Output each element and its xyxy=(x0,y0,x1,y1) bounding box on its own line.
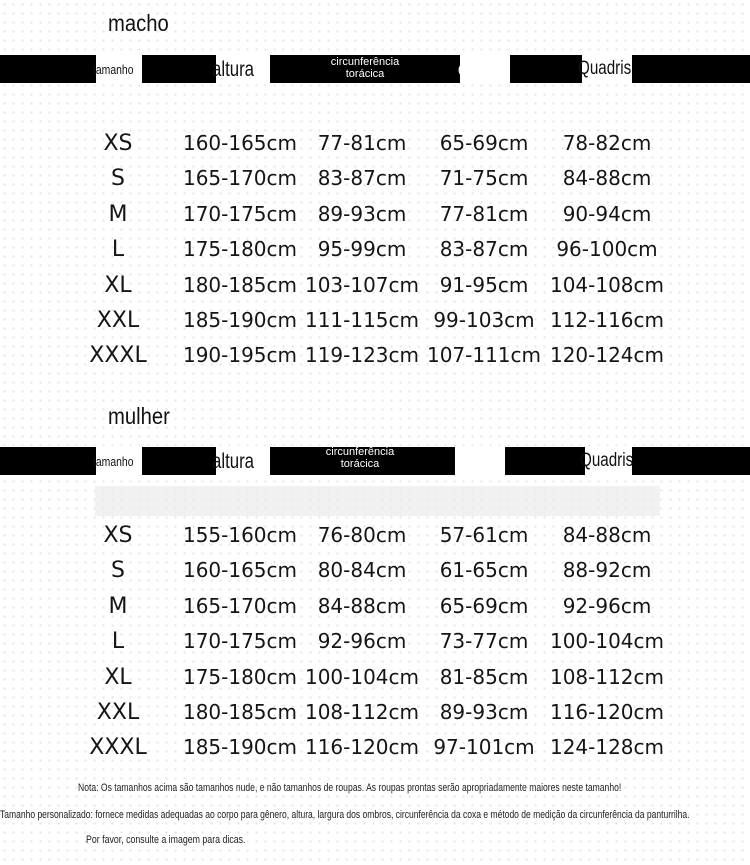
cell-waist: 65-69cm xyxy=(439,131,529,155)
cell-chest: 116-120cm xyxy=(304,735,420,760)
women-header-bar xyxy=(0,446,750,476)
header-height: altura xyxy=(212,450,255,473)
cell-height: 185-190cm xyxy=(182,308,298,332)
cell-chest: 111-115cm xyxy=(304,308,420,332)
table-row xyxy=(0,624,750,659)
table-row xyxy=(0,161,750,196)
cell-chest: 77-81cm xyxy=(317,131,407,155)
header-hips: Quadris xyxy=(580,450,634,471)
cell-hips: 92-96cm xyxy=(562,593,652,618)
table-row xyxy=(0,197,750,232)
table-row xyxy=(0,126,750,161)
cell-waist: 99-103cm xyxy=(433,308,535,332)
cell-height: 180-185cm xyxy=(182,272,298,297)
cell-size: XL xyxy=(104,272,132,298)
table-row xyxy=(0,660,750,695)
header-size: tamanho xyxy=(93,454,134,469)
cell-chest: 100-104cm xyxy=(304,664,420,689)
cell-waist: 97-101cm xyxy=(433,735,535,760)
men-header-bar xyxy=(0,54,750,84)
table-row xyxy=(0,695,750,730)
cell-hips: 124-128cm xyxy=(549,735,665,760)
cell-hips: 78-82cm xyxy=(562,131,652,155)
cell-hips: 108-112cm xyxy=(549,664,665,689)
cell-chest: 108-112cm xyxy=(304,700,420,724)
cell-size: M xyxy=(108,201,128,227)
cell-height: 165-170cm xyxy=(182,166,298,191)
cell-waist: 65-69cm xyxy=(439,593,529,618)
cell-hips: 84-88cm xyxy=(562,166,652,191)
cell-hips: 120-124cm xyxy=(549,343,665,368)
cell-height: 165-170cm xyxy=(182,593,298,618)
note-custom-size: Tamanho personalizado: fornece medidas adequadas ao corpo para gênero, altura, largura dos ombros, circunferência da coxa e método de medição da circunferência da panturrilha. xyxy=(0,809,690,821)
header-waist: cintura xyxy=(455,451,499,471)
women-section-title: mulher xyxy=(108,403,170,429)
cell-height: 185-190cm xyxy=(182,735,298,760)
cell-chest: 89-93cm xyxy=(317,201,407,226)
cell-height: 180-185cm xyxy=(182,700,298,724)
women-header-shadow xyxy=(95,486,660,516)
cell-waist: 107-111cm xyxy=(426,343,542,368)
cell-height: 160-165cm xyxy=(182,558,298,583)
cell-size: S xyxy=(111,558,125,584)
cell-size: L xyxy=(111,237,125,263)
men-section-title: macho xyxy=(108,10,169,36)
table-row xyxy=(0,303,750,338)
cell-chest: 92-96cm xyxy=(317,629,407,654)
header-chest: circunferência torácica xyxy=(325,446,395,470)
cell-hips: 104-108cm xyxy=(549,272,665,297)
cell-hips: 116-120cm xyxy=(549,700,665,724)
cell-chest: 83-87cm xyxy=(317,166,407,191)
header-hips: Quadris xyxy=(578,58,632,79)
cell-height: 155-160cm xyxy=(182,523,298,547)
cell-hips: 84-88cm xyxy=(562,523,652,547)
cell-size: XXXL xyxy=(89,735,147,761)
cell-waist: 57-61cm xyxy=(439,523,529,547)
table-row xyxy=(0,553,750,588)
header-waist: cintura xyxy=(458,59,502,79)
cell-size: XL xyxy=(104,664,132,690)
cell-size: XS xyxy=(103,131,133,156)
cell-waist: 81-85cm xyxy=(439,664,529,689)
cell-hips: 88-92cm xyxy=(562,558,652,583)
cell-waist: 89-93cm xyxy=(439,700,529,724)
table-row xyxy=(0,232,750,267)
cell-hips: 112-116cm xyxy=(549,308,665,332)
cell-waist: 73-77cm xyxy=(439,629,529,654)
cell-chest: 80-84cm xyxy=(317,558,407,583)
table-row xyxy=(0,730,750,765)
cell-waist: 71-75cm xyxy=(439,166,529,191)
table-row xyxy=(0,589,750,624)
cell-chest: 95-99cm xyxy=(317,237,407,262)
cell-height: 170-175cm xyxy=(182,201,298,226)
note-nude-sizes: Nota: Os tamanhos acima são tamanhos nude, e não tamanhos de roupas. As roupas prontas serão apropriadamente maiores neste tamanho! xyxy=(78,782,622,794)
cell-chest: 84-88cm xyxy=(317,593,407,618)
cell-waist: 61-65cm xyxy=(439,558,529,583)
cell-hips: 90-94cm xyxy=(562,201,652,226)
cell-hips: 100-104cm xyxy=(549,629,665,654)
header-chest: circunferência torácica xyxy=(330,56,400,80)
cell-chest: 103-107cm xyxy=(304,272,420,297)
cell-hips: 96-100cm xyxy=(556,237,658,262)
cell-size: L xyxy=(111,629,125,655)
cell-height: 170-175cm xyxy=(182,629,298,654)
cell-size: XS xyxy=(103,523,133,548)
table-row xyxy=(0,268,750,303)
cell-height: 175-180cm xyxy=(182,664,298,689)
table-row xyxy=(0,518,750,553)
cell-waist: 91-95cm xyxy=(439,272,529,297)
note-see-image: Por favor, consulte a imagem para dicas. xyxy=(86,834,246,846)
cell-size: M xyxy=(108,593,128,619)
cell-waist: 83-87cm xyxy=(439,237,529,262)
header-height: altura xyxy=(212,58,255,81)
cell-chest: 119-123cm xyxy=(304,343,420,368)
table-row xyxy=(0,338,750,373)
header-size: tamanho xyxy=(93,62,134,77)
cell-size: XXXL xyxy=(89,343,147,369)
cell-size: S xyxy=(111,166,125,192)
cell-size: XXL xyxy=(96,308,140,333)
cell-height: 190-195cm xyxy=(182,343,298,368)
cell-size: XXL xyxy=(96,700,140,725)
cell-height: 160-165cm xyxy=(182,131,298,155)
cell-waist: 77-81cm xyxy=(439,201,529,226)
cell-height: 175-180cm xyxy=(182,237,298,262)
cell-chest: 76-80cm xyxy=(317,523,407,547)
